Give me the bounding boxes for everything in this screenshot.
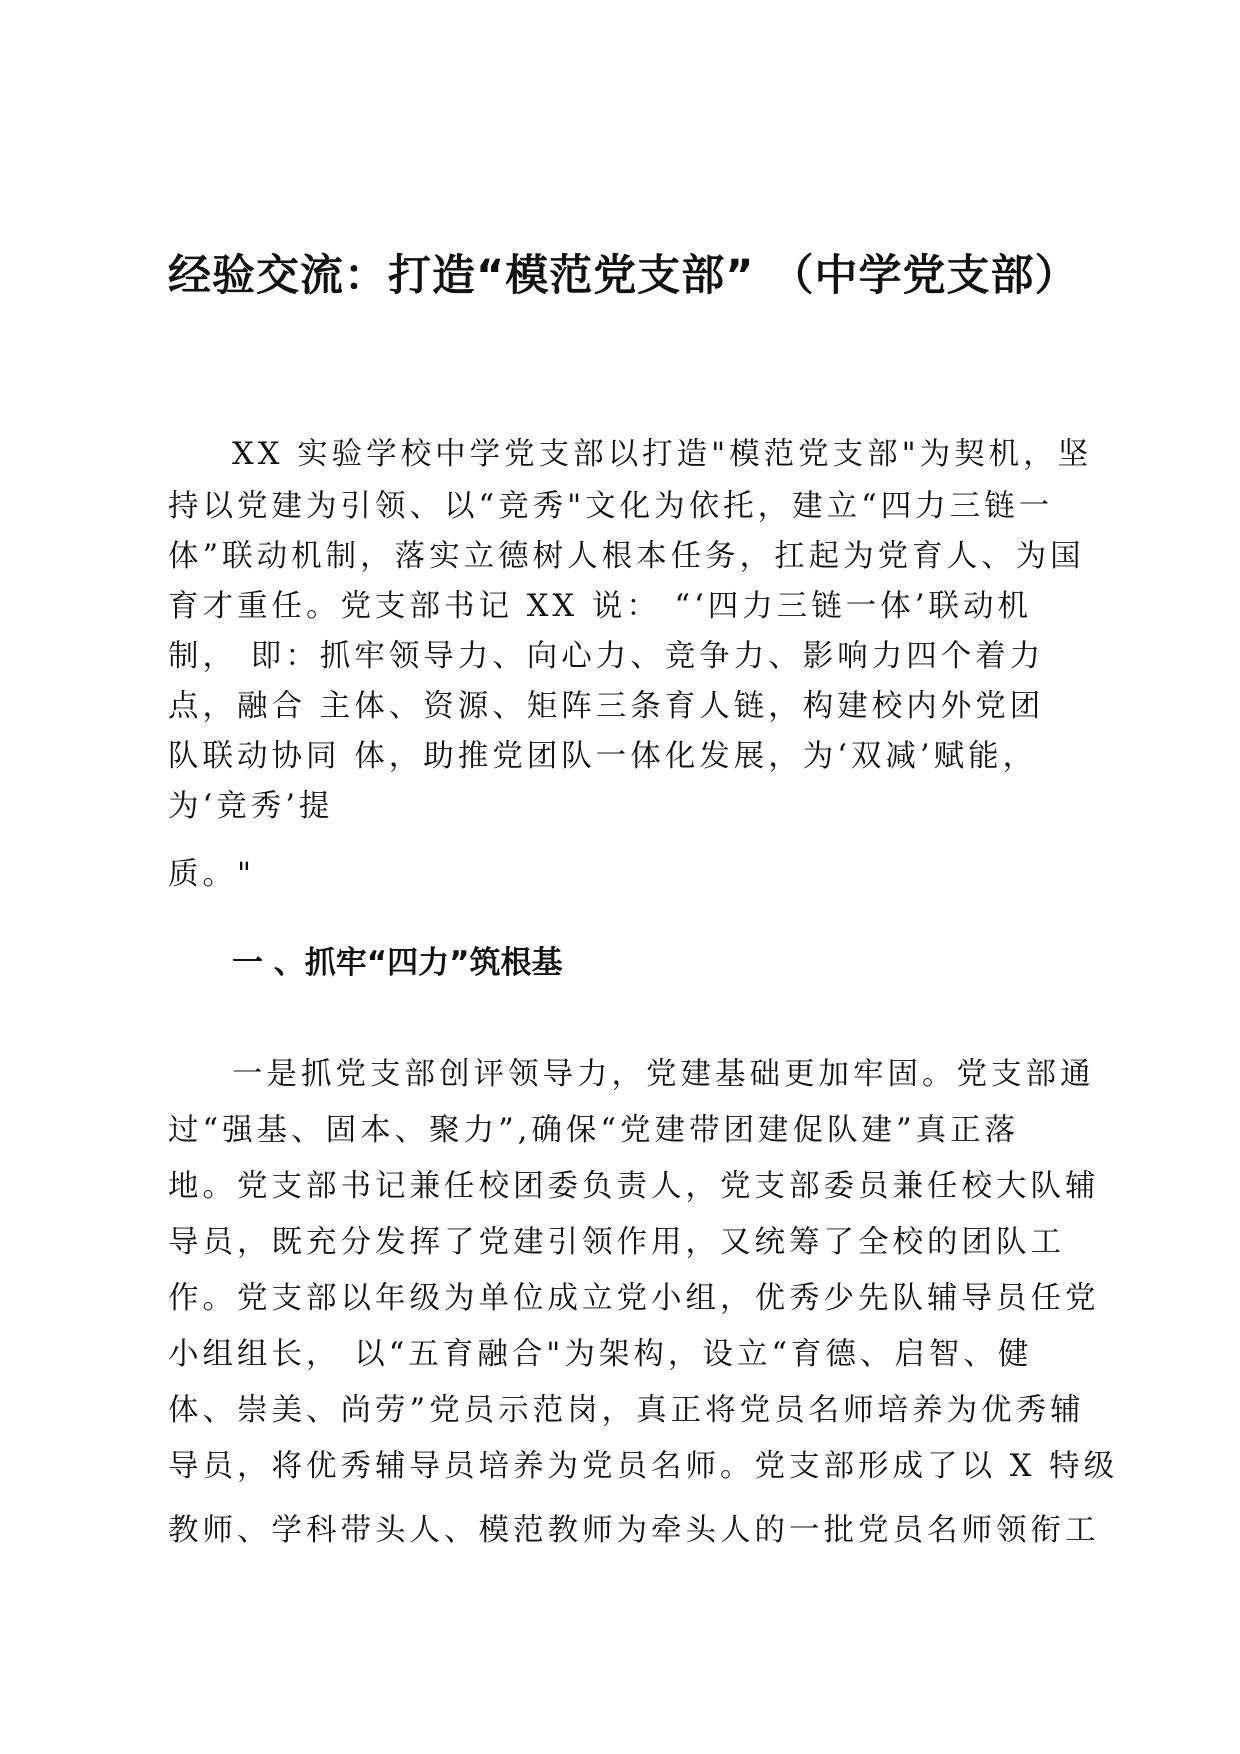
section1-line-5: 作。党支部以年级为单位成立党小组，优秀少先队辅导员任党 [168,1281,1100,1316]
section1-line-4: 导员，既充分发挥了党建引领作用，又统筹了全校的团队工 [168,1225,1065,1260]
section-heading-1: 一 、抓牢“四力”筑根基 [232,945,563,981]
intro-line-3: 体”联动机制，落实立德树人根本任务，扛起为党育人、为国 [168,539,1085,574]
intro-line-5: 制， 即：抓牢领导力、向心力、竞争力、影响力四个着力 [168,639,1045,674]
intro-line-4: 育才重任。党支部书记 XX 说： “‘四力三链一体’联动机 [168,589,1032,624]
intro-line-8: 为‘竞秀’提 [168,789,334,824]
section1-line-7: 体、崇美、尚劳”党员示范岗，真正将党员名师培养为优秀辅 [168,1393,1085,1428]
section1-line-3: 地。党支部书记兼任校团委负责人，党支部委员兼任校大队辅 [168,1169,1100,1204]
intro-line-1: XX 实验学校中学党支部以打造"模范党支部"为契机，坚 [232,437,1093,472]
section1-line-9: 教师、学科带头人、模范教师为牵头人的一批党员名师领衔工 [168,1513,1100,1548]
intro-line-2: 持以党建为引领、以“竞秀"文化为依托，建立“四力三链一 [168,489,1054,524]
section1-line-1: 一是抓党支部创评领导力，党建基础更加牢固。党支部通 [232,1057,1095,1092]
intro-line-9: 质。" [168,857,256,892]
intro-line-7: 队联动协同 体，助推党团队一体化发展，为‘双减’赋能， [168,739,1038,774]
section1-line-2: 过“强基、固本、聚力”,确保“党建带团建促队建”真正落 [168,1113,1020,1148]
section1-line-6: 小组组长， 以“五育融合"为架构，设立“育德、启智、健 [168,1337,1033,1372]
document-title: 经验交流：打造“模范党支部” （中学党支部） [168,251,1079,301]
intro-line-6: 点，融合 主体、资源、矩阵三条育人链，构建校内外党团 [168,689,1045,724]
section1-line-8: 导员，将优秀辅导员培养为党员名师。党支部形成了以 X 特级 [168,1449,1119,1484]
